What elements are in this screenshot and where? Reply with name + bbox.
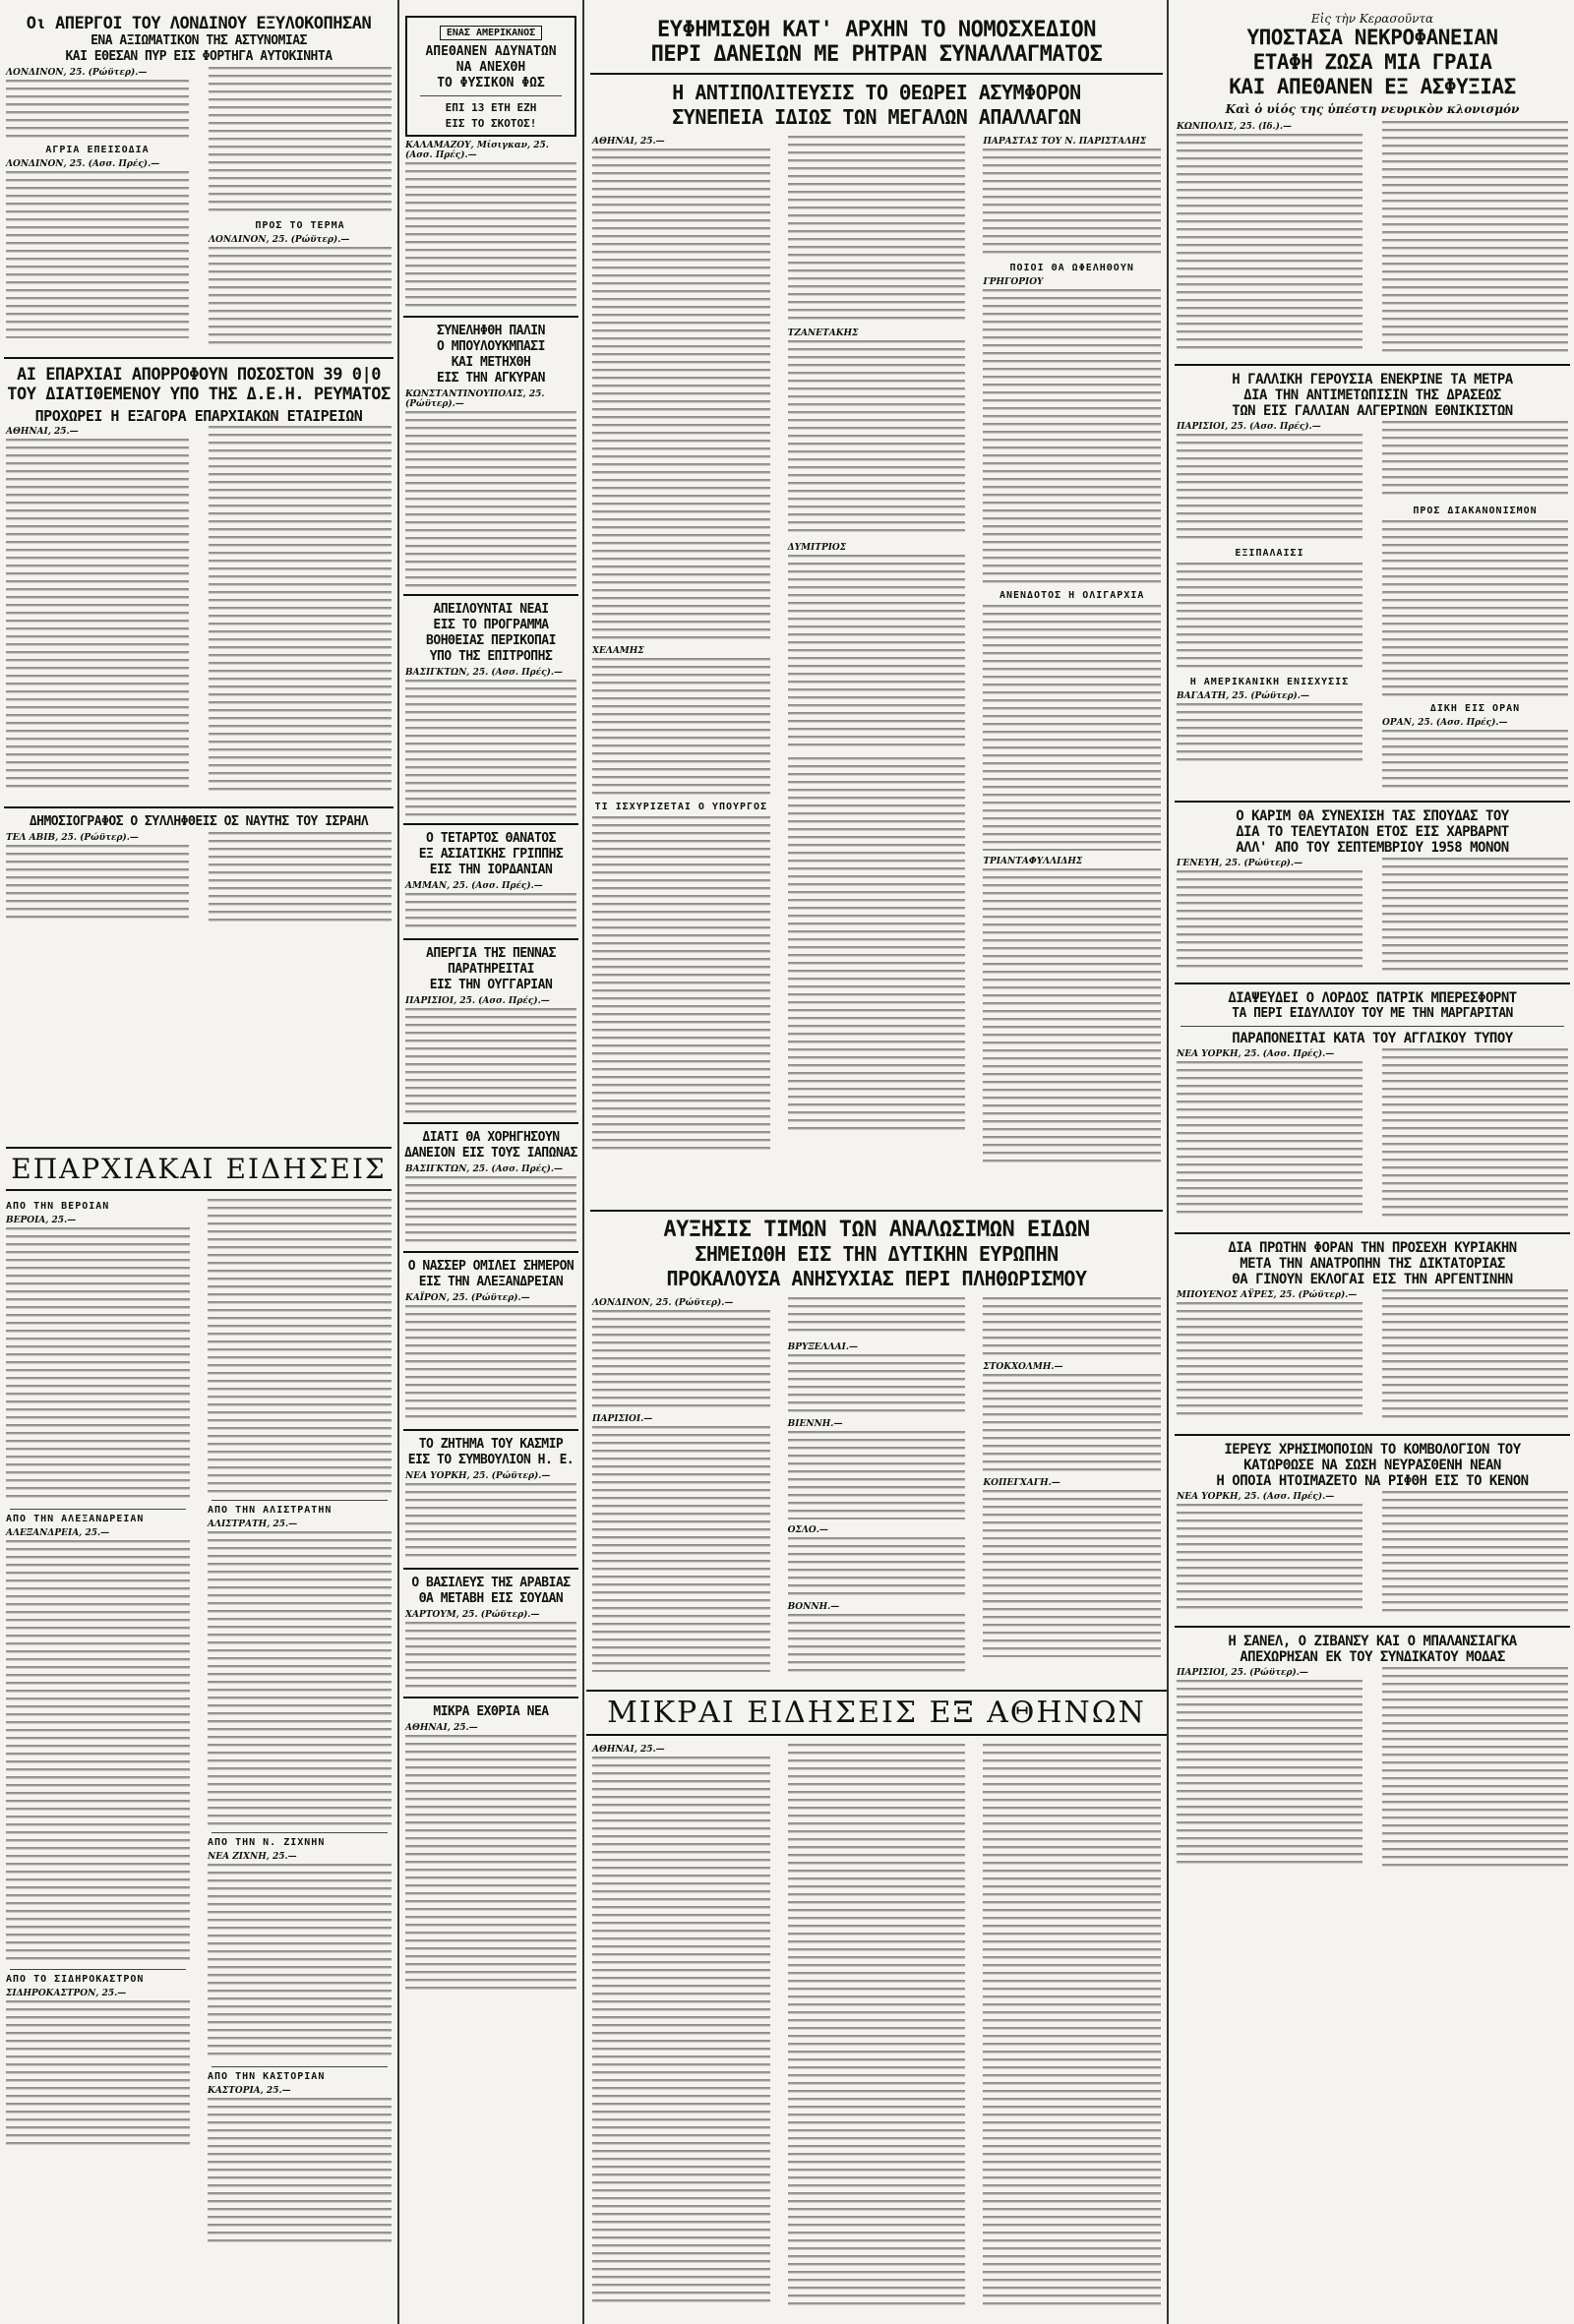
headline-old-woman: ΥΠΟΣΤΑΣΑ ΝΕΚΡΟΦΑΝΕΙΑΝ <box>1246 26 1498 49</box>
section-sidirokastro: ΑΠΟ ΤΟ ΣΙΔΗΡΟΚΑΣΤΡΟΝ <box>6 1974 145 1985</box>
dateline: ΒΕΡΟΙΑ, 25.— <box>6 1216 77 1225</box>
headline-line: ΤΟΥ ΔΙΑΤΙΘΕΜΕΝΟΥ ΥΠΟ ΤΗΣ Δ.Ε.Η. ΡΕΥΜΑΤΟΣ <box>7 385 391 404</box>
headline-line: ΜΙΚΡΑ ΕΧΘΡΙΑ ΝΕΑ <box>433 1704 549 1719</box>
headline-line: ΕΞ ΑΣΙΑΤΙΚΗΣ ΓΡΙΠΠΗΣ <box>418 847 564 862</box>
headline-line: Ο ΒΑΣΙΛΕΥΣ ΤΗΣ ΑΡΑΒΙΑΣ <box>411 1576 571 1590</box>
headline-line: ΠΡΟΚΑΛΟΥΣΑ ΑΝΗΣΥΧΙΑΣ ΠΕΡΙ ΠΛΗΘΩΡΙΣΜΟΥ <box>666 1267 1087 1290</box>
speaker: ΓΡΗΓΟΡΙΟΥ <box>983 277 1044 287</box>
dateline: ΠΑΡΙΣΙΟΙ, 25. (Ασσ. Πρές).— <box>1177 422 1321 432</box>
headline-line: Η ΟΠΟΙΑ ΗΤΟΙΜΑΖΕΤΟ ΝΑ ΡΙΦΘΗ ΕΙΣ ΤΟ ΚΕΝΟΝ <box>1216 1473 1529 1489</box>
article-text <box>788 1614 966 1673</box>
headline-line: ΘΑ ΓΙΝΟΥΝ ΕΚΛΟΓΑΙ ΕΙΣ ΤΗΝ ΑΡΓΕΝΤΙΝΗΝ <box>1232 1272 1513 1287</box>
headline-line: ΠΡΟΧΩΡΕΙ Η ΕΞΑΓΟΡΑ ΕΠΑΡΧΙΑΚΩΝ ΕΤΑΙΡΕΙΩΝ <box>34 407 363 425</box>
dateline: ΧΑΡΤΟΥΜ, 25. (Ρώϋτερ).— <box>405 1610 540 1620</box>
left-column <box>0 0 397 1131</box>
article-text <box>405 411 576 588</box>
dateline: ΒΡΥΞΕΛΛΑΙ.— <box>787 1342 858 1352</box>
headline-line: ΕΙΣ ΤΗΝ ΙΟΡΔΑΝΙΑΝ <box>429 863 553 877</box>
speaker: ΧΕΛΑΜΗΣ <box>592 646 644 656</box>
dateline: ΚΩΝΣΤΑΝΤΙΝΟΥΠΟΛΙΣ, 25. (Ρώϋτερ).— <box>405 389 545 409</box>
article-text <box>1382 121 1568 352</box>
article-text <box>1177 1680 1362 1867</box>
article-text <box>592 1757 770 2307</box>
subheading: ΠΡΟΣ ΔΙΑΚΑΝΟΝΙΣΜΟΝ <box>1413 506 1538 516</box>
article-text <box>405 1305 576 1423</box>
dateline: ΝΕΑ ΥΟΡΚΗ, 25. (Ασσ. Πρές).— <box>1177 1049 1335 1059</box>
dateline: ΟΡΑΝ, 25. (Ασσ. Πρές).— <box>1382 718 1508 728</box>
article-text <box>1177 703 1362 762</box>
article-text <box>6 171 189 338</box>
headline-line: ΠΑΡΑΠΟΝΕΙΤΑΙ ΚΑΤΑ ΤΟΥ ΑΓΓΛΙΚΟΥ ΤΥΠΟΥ <box>1232 1031 1513 1046</box>
article-text <box>6 80 189 139</box>
headline-line: ΔΙΑ ΤΗΝ ΑΝΤΙΜΕΤΩΠΙΣΙΝ ΤΗΣ ΔΡΑΣΕΩΣ <box>1243 387 1501 403</box>
headline-karim: Ο ΚΑΡΙΜ ΘΑ ΣΥΝΕΧΙΣΗ ΤΑΣ ΣΠΟΥΔΑΣ ΤΟΥ <box>1236 808 1509 824</box>
headline-line: ΚΑΙ ΑΠΕΘΑΝΕΝ ΕΞ ΑΣΦΥΞΙΑΣ <box>1229 75 1516 98</box>
article-text <box>1382 1048 1568 1221</box>
headline-line: Η ΑΝΤΙΠΟΛΙΤΕΥΣΙΣ ΤΟ ΘΕΩΡΕΙ ΑΣΥΜΦΟΡΟΝ <box>672 81 1081 104</box>
middle-narrow-column <box>399 0 582 2324</box>
subheading: ΔΙΚΗ ΕΙΣ ΟΡΑΝ <box>1429 703 1521 714</box>
article-text <box>1177 1061 1362 1219</box>
article-text <box>1177 134 1362 350</box>
article-text <box>983 605 1161 851</box>
article-text <box>788 1431 966 1520</box>
dateline: ΝΕΑ ΥΟΡΚΗ, 25. (Ασσ. Πρές).— <box>1177 1492 1335 1502</box>
subheading: ΤΙ ΙΣΧΥΡΙΖΕΤΑΙ Ο ΥΠΟΥΡΓΟΣ <box>594 802 768 812</box>
headline-line: ΕΙΣ ΤΟ ΠΡΟΓΡΑΜΜΑ <box>433 618 549 632</box>
section-nea-zichni: ΑΠΟ ΤΗΝ Ν. ΖΙΧΝΗΝ <box>208 1837 326 1848</box>
speaker: ΤΖΑΝΕΤΑΚΗΣ <box>787 328 859 338</box>
headline-israel-journalist: ΔΗΜΟΣΙΟΓΡΑΦΟΣ Ο ΣΥΛΛΗΦΘΕΙΣ ΟΣ ΝΑΥΤΗΣ ΤΟΥ ΙΣΡΑΗΛ <box>29 814 369 829</box>
provincial-news-title: ΕΠΑΡΧΙΑΚΑΙ ΕΙΔΗΣΕΙΣ <box>6 1147 392 1191</box>
headline-line: ΕΝΑ ΑΞΙΩΜΑΤΙΚΟΝ ΤΗΣ ΑΣΤΥΝΟΜΙΑΣ <box>91 33 307 48</box>
article-text <box>209 67 392 214</box>
headline-line: ΕΤΑΦΗ ΖΩΣΑ ΜΙΑ ΓΡΑΙΑ <box>1252 50 1492 74</box>
headline-line: ΕΠΙ 13 ΕΤΗ ΕΖΗ <box>445 101 537 114</box>
article-text <box>788 1354 966 1413</box>
headline-line: ΑΠΕΘΑΝΕΝ ΑΔΥΝΑΤΩΝ <box>425 44 557 59</box>
headline-line: ΜΕΤΑ ΤΗΝ ΑΝΑΤΡΟΠΗΝ ΤΗΣ ΔΙΚΤΑΤΟΡΙΑΣ <box>1240 1256 1505 1272</box>
article-text <box>788 136 966 323</box>
dateline: ΠΑΡΙΣΙΟΙ, 25. (Ασσ. Πρές).— <box>405 996 550 1006</box>
dateline: ΛΟΝΔΙΝΟΝ, 25. (Ασσ. Πρές).— <box>6 159 160 169</box>
headline-line: ΣΥΝΕΠΕΙΑ ΙΔΙΩΣ ΤΩΝ ΜΕΓΑΛΩΝ ΑΠΑΛΛΑΓΩΝ <box>672 105 1081 129</box>
article-text <box>788 1744 966 2309</box>
headline-line: ΑΠΕΧΩΡΗΣΑΝ ΕΚ ΤΟΥ ΣΥΝΔΙΚΑΤΟΥ ΜΟΔΑΣ <box>1240 1649 1505 1665</box>
article-text <box>208 2098 392 2245</box>
article-text <box>983 149 1161 257</box>
article-text <box>983 289 1161 584</box>
section-alistrati: ΑΠΟ ΤΗΝ ΑΛΙΣΤΡΑΤΗΝ <box>208 1505 333 1516</box>
dateline: ΠΑΡΙΣΙΟΙ, 25. (Ρώϋτερ).— <box>1177 1668 1308 1678</box>
headline-dei-electricity: ΑΙ ΕΠΑΡΧΙΑΙ ΑΠΟΡΡΟΦΟΥΝ ΠΟΣΟΣΤΟΝ 39 0|0 <box>17 365 381 385</box>
article-text <box>1382 1289 1568 1422</box>
article-text <box>1177 563 1362 671</box>
headline-line: ΔΙΑ ΤΟ ΤΕΛΕΥΤΑΙΟΝ ΕΤΟΣ ΕΙΣ ΧΑΡΒΑΡΝΤ <box>1236 824 1509 840</box>
dateline: ΑΛΕΞΑΝΔΡΕΙΑ, 25.— <box>6 1528 110 1538</box>
article-text <box>592 658 770 796</box>
article-text <box>983 868 1161 1163</box>
article-text <box>208 1199 392 1494</box>
american-dark-box <box>405 16 576 137</box>
article-text <box>405 1735 576 1991</box>
headline-line: ΣΥΝΕΛΗΦΘΗ ΠΑΛΙΝ <box>437 324 545 338</box>
headline-line: ΚΑΙ ΜΕΤΗΧΘΗ <box>451 355 531 370</box>
dateline: ΓΕΝΕΥΗ, 25. (Ρώϋτερ).— <box>1177 859 1303 868</box>
article-text <box>1382 730 1568 789</box>
article-text <box>209 832 392 925</box>
headline-line: ΘΑ ΜΕΤΑΒΗ ΕΙΣ ΣΟΥΔΑΝ <box>418 1591 564 1606</box>
headline-line: Ο ΝΑΣΣΕΡ ΟΜΙΛΕΙ ΣΗΜΕΡΟΝ <box>407 1259 575 1274</box>
article-text <box>1382 858 1568 971</box>
article-text <box>592 1310 770 1408</box>
headline-line: ΤΟ ΦΥΣΙΚΟΝ ΦΩΣ <box>437 76 545 90</box>
article-text <box>6 845 189 924</box>
headline-line: ΕΙΣ ΤΗΝ ΟΥΓΓΑΡΙΑΝ <box>429 978 553 992</box>
headline-line: Ο ΜΠΟΥΛΟΥΚΜΠΑΣΙ <box>437 339 545 354</box>
dateline: ΛΟΝΔΙΝΟΝ, 25. (Ρώϋτερ).— <box>209 235 350 245</box>
dateline: ΑΘΗΝΑΙ, 25.— <box>6 427 79 437</box>
article-text <box>788 555 966 751</box>
section-veroia: ΑΠΟ ΤΗΝ ΒΕΡΟΙΑΝ <box>6 1201 110 1212</box>
article-text <box>592 816 770 1151</box>
dateline: ΚΑΛΑΜΑΖΟΥ, Μίσιγκαν, 25. (Ασσ. Πρές).— <box>405 141 549 160</box>
article-text <box>208 1531 392 1826</box>
column-rule <box>582 0 584 2324</box>
article-text <box>209 247 392 345</box>
article-text <box>209 426 392 795</box>
headline-line: ΒΟΗΘΕΙΑΣ ΠΕΡΙΚΟΠΑΙ <box>426 633 556 648</box>
article-text <box>983 1744 1161 2309</box>
article-text <box>1382 1667 1568 1869</box>
dateline: ΚΑΪΡΟΝ, 25. (Ρώϋτερ).— <box>405 1293 530 1303</box>
subheading: ΑΓΡΙΑ ΕΠΕΙΣΟΔΙΑ <box>45 145 150 155</box>
short-news-title: ΜΙΚΡΑΙ ΕΙΔΗΣΕΙΣ ΕΞ ΑΘΗΝΩΝ <box>586 1690 1167 1736</box>
article-text <box>788 1297 966 1337</box>
headline-line: ΕΙΣ ΤΟ ΣΚΟΤΟΣ! <box>445 117 537 130</box>
dateline: ΣΤΟΚΧΟΛΜΗ.— <box>983 1362 1063 1372</box>
article-text <box>1177 1302 1362 1420</box>
dateline: ΒΑΣΙΓΚΤΩΝ, 25. (Ασσ. Πρές).— <box>405 1164 563 1174</box>
article-text <box>1382 421 1568 500</box>
subheadline: Καὶ ὁ υἱός της ὑπέστη νευρικὸν κλονισμόν <box>1225 102 1520 116</box>
article-text <box>6 1540 190 1963</box>
headline-line: ΑΠΕΙΛΟΥΝΤΑΙ ΝΕΑΙ <box>433 602 549 617</box>
headline-line: Ο ΤΕΤΑΡΤΟΣ ΘΑΝΑΤΟΣ <box>426 831 556 846</box>
headline-line: ΑΛΛ' ΑΠΟ ΤΟΥ ΣΕΠΤΕΜΒΡΙΟΥ 1958 ΜΟΝΟΝ <box>1236 840 1509 856</box>
headline-line: ΤΩΝ ΕΙΣ ΓΑΛΛΙΑΝ ΑΛΓΕΡΙΝΩΝ ΕΘΝΙΚΙΣΤΩΝ <box>1232 403 1513 419</box>
lead-headline: ΕΥΦΗΜΙΣΘΗ ΚΑΤ' ΑΡΧΗΝ ΤΟ ΝΟΜΟΣΧΕΔΙΟΝ <box>656 18 1097 42</box>
dateline: ΠΑΡΙΣΙΟΙ.— <box>592 1414 653 1424</box>
speaker: ΔΥΜΙΤΡΙΟΣ <box>787 543 847 553</box>
dateline: ΑΘΗΝΑΙ, 25.— <box>592 1745 665 1755</box>
headline-line: ΔΙΑΤΙ ΘΑ ΧΟΡΗΓΗΣΟΥΝ ΔΑΝΕΙΟΝ ΕΙΣ ΤΟΥΣ ΙΑΠΩΝΑΣ <box>404 1130 577 1161</box>
headline-line: ΠΑΡΑΤΗΡΕΙΤΑΙ <box>448 962 534 977</box>
subheading: ΕΞΙΠΑΛΑΙΣΙ <box>1235 548 1304 559</box>
article-text <box>788 1537 966 1596</box>
article-text <box>983 1297 1161 1356</box>
speaker: ΠΑΡΑΣΤΑΣ ΤΟΥ Ν. ΠΑΡΙΣΤΑΛΗΣ <box>983 137 1147 147</box>
article-text <box>1177 1504 1362 1612</box>
article-text <box>1177 870 1362 969</box>
headline-line: ΕΙΣ ΤΟ ΣΥΜΒΟΥΛΙΟΝ Η. Ε. <box>407 1453 575 1467</box>
article-text <box>405 1008 576 1116</box>
dateline: ΚΑΣΤΟΡΙΑ, 25.— <box>208 2086 291 2096</box>
article-text <box>592 1426 770 1672</box>
dateline: ΑΘΗΝΑΙ, 25.— <box>592 137 665 147</box>
article-text <box>1177 434 1362 542</box>
section-alexandreia: ΑΠΟ ΤΗΝ ΑΛΕΞΑΝΔΡΕΙΑΝ <box>6 1514 145 1524</box>
dateline: ΛΟΝΔΙΝΟΝ, 25. (Ρώϋτερ).— <box>592 1298 734 1308</box>
headline-argentina: ΔΙΑ ΠΡΩΤΗΝ ΦΟΡΑΝ ΤΗΝ ΠΡΟΣΕΧΗ ΚΥΡΙΑΚΗΝ <box>1228 1240 1517 1256</box>
column-rule <box>1167 0 1169 2324</box>
article-text <box>405 893 576 932</box>
article-text <box>592 149 770 640</box>
subheading: ΠΟΙΟΙ ΘΑ ΩΦΕΛΗΘΟΥΝ <box>1009 263 1134 273</box>
headline-line: ΚΑΤΩΡΘΩΣΕ ΝΑ ΣΩΣΗ ΝΕΥΡΑΣΘΕΝΗ ΝΕΑΝ <box>1243 1458 1501 1473</box>
dateline: ΚΩΝΠΟΛΙΣ, 25. (Ιδ.).— <box>1177 122 1293 132</box>
article-text <box>6 2000 190 2148</box>
article-text <box>788 757 966 1131</box>
dateline: ΒΑΣΙΓΚΤΩΝ, 25. (Ασσ. Πρές).— <box>405 668 563 678</box>
dateline: ΝΕΑ ΥΟΡΚΗ, 25. (Ρώϋτερ).— <box>405 1471 551 1481</box>
headline-line: ΥΠΟ ΤΗΣ ΕΠΙΤΡΟΠΗΣ <box>429 649 553 664</box>
article-text <box>6 1227 190 1503</box>
prices-headline: ΑΥΞΗΣΙΣ ΤΙΜΩΝ ΤΩΝ ΑΝΑΛΩΣΙΜΩΝ ΕΙΔΩΝ <box>663 1218 1090 1242</box>
article-text <box>1382 1491 1568 1614</box>
dateline: ΤΕΛ ΑΒΙΒ, 25. (Ρώϋτερ).— <box>6 833 139 843</box>
subheading: Η ΑΜΕΡΙΚΑΝΙΚΗ ΕΝΙΣΧΥΣΙΣ <box>1189 677 1350 687</box>
article-text <box>788 340 966 537</box>
short-news-athens <box>586 1684 1167 2324</box>
headline-london-strikers: Οι ΑΠΕΡΓΟΙ ΤΟΥ ΛΟΝΔΙΝΟΥ ΕΞΥΛΟΚΟΠΗΣΑΝ <box>26 14 372 33</box>
article-text <box>405 1622 576 1691</box>
headline-line: ΕΙΣ ΤΗΝ ΑΛΕΞΑΝΔΡΕΙΑΝ <box>418 1275 564 1289</box>
dateline: ΣΙΔΗΡΟΚΑΣΤΡΟΝ, 25.— <box>6 1989 127 1998</box>
headline-line: ΕΙΣ ΤΗΝ ΑΓΚΥΡΑΝ <box>437 371 545 386</box>
dateline: ΑΜΜΑΝ, 25. (Ασσ. Πρές).— <box>405 881 543 891</box>
article-text <box>983 1374 1161 1472</box>
section-kastoria: ΑΠΟ ΤΗΝ ΚΑΣΤΟΡΙΑΝ <box>208 2071 326 2082</box>
dateline: ΜΠΟΥΕΝΟΣ ΑΫΡΕΣ, 25. (Ρώϋτερ).— <box>1177 1290 1358 1300</box>
dateline: ΒΑΓΔΑΤΗ, 25. (Ρώϋτερ).— <box>1177 691 1309 701</box>
subheading: ΠΡΟΣ ΤΟ ΤΕΡΜΑ <box>255 220 345 231</box>
dateline: ΑΛΙΣΤΡΑΤΗ, 25.— <box>208 1520 298 1529</box>
speaker: ΤΡΙΑΝΤΑΦΥΛΛΙΔΗΣ <box>983 857 1083 866</box>
headline-line: ΚΑΙ ΕΘΕΣΑΝ ΠΥΡ ΕΙΣ ΦΟΡΤΗΓΑ ΑΥΤΟΚΙΝΗΤΑ <box>65 49 333 64</box>
headline-lord-patrick: ΔΙΑΨΕΥΔΕΙ Ο ΛΟΡΔΟΣ ΠΑΤΡΙΚ ΜΠΕΡΕΣΦΟΡΝΤ <box>1228 990 1517 1006</box>
dateline: ΟΣΛΟ.— <box>787 1525 828 1535</box>
right-column <box>1171 0 1574 2324</box>
headline-line: ΑΠΕΡΓΙΑ ΤΗΣ ΠΕΝΝΑΣ <box>426 946 556 961</box>
article-text <box>1382 520 1568 697</box>
dateline: ΑΘΗΝΑΙ, 25.— <box>405 1723 478 1733</box>
headline-line: ΤΑ ΠΕΡΙ ΕΙΔΥΛΛΙΟΥ ΤΟΥ ΜΕ ΤΗΝ ΜΑΡΓΑΡΙΤΑΝ <box>1232 1006 1513 1021</box>
headline-line: ΠΕΡΙ ΔΑΝΕΙΩΝ ΜΕ ΡΗΤΡΑΝ ΣΥΝΑΛΛΑΓΜΑΤΟΣ <box>650 42 1103 67</box>
lead-story <box>586 0 1167 1210</box>
subheading: ΑΝΕΝΔΟΤΟΣ Η ΟΛΙΓΑΡΧΙΑ <box>999 590 1145 601</box>
dateline: ΒΟΝΝΗ.— <box>787 1602 840 1612</box>
headline-chanel: Η ΣΑΝΕΛ, Ο ΖΙΒΑΝΣΥ ΚΑΙ Ο ΜΠΑΛΑΝΣΙΑΓΚΑ <box>1228 1634 1517 1649</box>
prices-story <box>586 1210 1167 1682</box>
dateline: ΚΟΠΕΓΧΑΓΗ.— <box>983 1478 1060 1488</box>
headline-priest: ΙΕΡΕΥΣ ΧΡΗΣΙΜΟΠΟΙΩΝ ΤΟ ΚΟΜΒΟΛΟΓΙΟΝ ΤΟΥ <box>1224 1442 1521 1458</box>
headline-line: ΤΟ ΖΗΤΗΜΑ ΤΟΥ ΚΑΣΜΙΡ <box>418 1437 564 1452</box>
headline-line: ΝΑ ΑΝΕΧΘΗ <box>455 60 526 75</box>
article-text <box>6 439 189 793</box>
article-text <box>405 1176 576 1245</box>
dateline: ΝΕΑ ΖΙΧΝΗ, 25.— <box>208 1852 297 1862</box>
article-text <box>983 1490 1161 1657</box>
article-text <box>208 1864 392 2060</box>
article-text <box>405 1483 576 1562</box>
kicker: ΕΝΑΣ ΑΜΕΡΙΚΑΝΟΣ <box>440 26 542 40</box>
article-text <box>405 162 576 310</box>
dateline: ΛΟΝΔΙΝΟΝ, 25. (Ρώϋτερ).— <box>6 68 148 78</box>
headline-french-senate: Η ΓΑΛΛΙΚΗ ΓΕΡΟΥΣΙΑ ΕΝΕΚΡΙΝΕ ΤΑ ΜΕΤΡΑ <box>1232 372 1513 387</box>
kicker-kerasounta: Εἰς τὴν Κερασοῦντα <box>1310 12 1434 26</box>
headline-line: ΣΗΜΕΙΩΘΗ ΕΙΣ ΤΗΝ ΔΥΤΙΚΗΝ ΕΥΡΩΠΗΝ <box>695 1242 1059 1266</box>
article-text <box>405 680 576 817</box>
dateline: ΒΙΕΝΝΗ.— <box>787 1419 843 1429</box>
